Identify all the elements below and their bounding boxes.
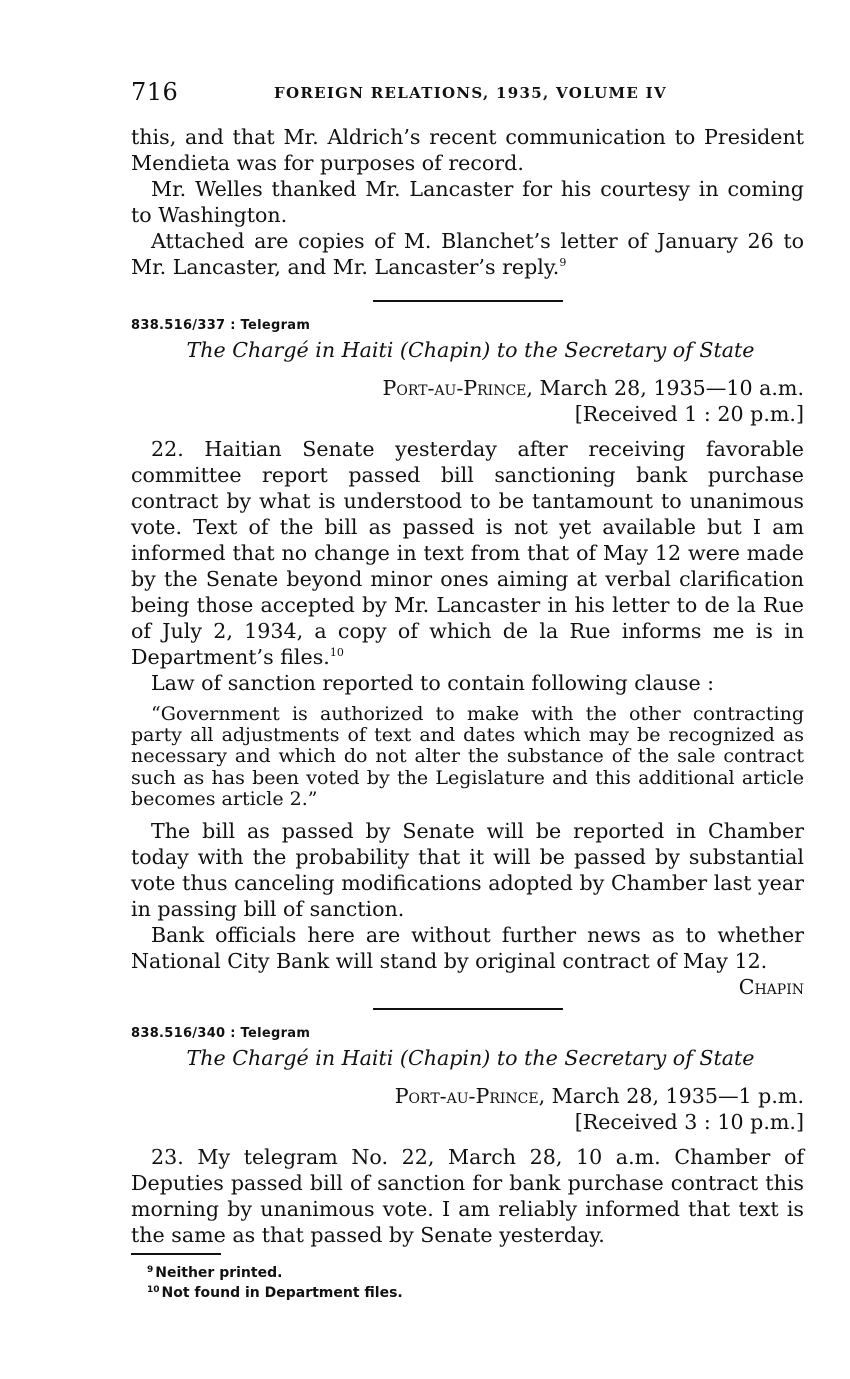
telegram-section-1: [131, 318, 804, 1000]
opening-paragraph-2: Mr. Welles thanked Mr. Lancaster for his courtesy in coming to Washington.: [131, 177, 804, 227]
body-paragraph: 22. Haitian Senate yesterday after receiving favorable committee report passed bill sanctioning bank purchase contract by what is understood to be tantamount to unanimous vote. Text of the bill as passed is not yet available but I am informed that no change in text from that of May 12 were made by the Senate beyond minor ones aiming at verbal clarification being those accepted by Mr. Lancaster in his letter to de la Rue of July 2, 1934, a copy of which de la Rue informs me is in Department’s files.$^{10}$: [131, 437, 804, 669]
dateline: [131, 1083, 804, 1109]
opening-section: [131, 124, 804, 280]
received-time: [Received 3 : 10 p.m.]: [574, 1110, 804, 1135]
section-divider: [373, 1008, 563, 1010]
dateline-date: March 28, 1935—1 p.m.: [545, 1084, 804, 1109]
telegram-section-2: [131, 1026, 804, 1248]
telegram-body: [131, 1144, 804, 1248]
dateline-place: Port-au-Prince,: [382, 376, 533, 400]
body-paragraph: The bill as passed by Senate will be reported in Chamber today with the probability that it will be passed by substantial vote thus canceling modifications adopted by Chamber last year in passing bill of sanction.: [131, 819, 804, 922]
signature: Chapin: [738, 975, 804, 1000]
dateline-date: March 28, 1935—10 a.m.: [532, 376, 804, 400]
document-page: [131, 78, 804, 1302]
footnote-marker: 9: [147, 1265, 154, 1276]
section-divider: [373, 300, 563, 302]
footnote-ref-9[interactable]: 9: [559, 256, 567, 270]
body-paragraph: Bank officials here are without further news as to whether National City Bank will stand by original contract of May 12.: [131, 923, 804, 974]
body-paragraph: Law of sanction reported to contain following clause :: [151, 671, 715, 695]
body-paragraph: 23. My telegram No. 22, March 28, 10 a.m. Chamber of Deputies passed bill of sanction for bank purchase contract this morning by unanimous vote. I am reliably informed that text is the same as that passed by Senate yesterday.: [131, 1145, 804, 1248]
document-title: The Chargé in Haiti (Chapin) to the Secretary of State: [186, 338, 755, 362]
file-reference: 838.516/340 : Telegram: [131, 1026, 311, 1042]
opening-paragraph-1: this, and that Mr. Aldrich’s recent communication to President Mendieta was for purposes of record.: [131, 125, 804, 175]
footnote-10: [147, 1282, 804, 1302]
opening-paragraph-3: Attached are copies of M. Blanchet’s letter of January 26 to Mr. Lancaster, and Mr. Lancaster’s reply.$^9$: [131, 229, 804, 279]
document-title: The Chargé in Haiti (Chapin) to the Secretary of State: [186, 1046, 755, 1071]
footnote-text: Neither printed.: [155, 1265, 283, 1282]
running-title: FOREIGN RELATIONS, 1935, VOLUME IV: [274, 84, 667, 102]
page-header: [131, 78, 804, 114]
telegram-body: [131, 436, 804, 1000]
quoted-clause: “Government is authorized to make with the other contracting party all adjustments of text and dates which may be recognized as necessary and which do not alter the substance of the sale contract such as has been voted by the Legislature and this additional article becomes article 2.”: [131, 703, 804, 810]
footnotes: [131, 1262, 804, 1302]
received-time: [Received 1 : 20 p.m.]: [574, 402, 804, 426]
footnote-ref-10[interactable]: 10: [329, 646, 344, 660]
footnote-text: Not found in Department files.: [161, 1285, 403, 1302]
dateline-place: Port-au-Prince,: [394, 1084, 546, 1109]
file-reference: 838.516/337 : Telegram: [131, 318, 311, 333]
footnote-9: [147, 1262, 804, 1282]
footnote-divider: [131, 1253, 221, 1255]
dateline: [131, 375, 804, 401]
page-number: 716: [131, 78, 179, 106]
footnote-marker: 10: [147, 1285, 160, 1296]
